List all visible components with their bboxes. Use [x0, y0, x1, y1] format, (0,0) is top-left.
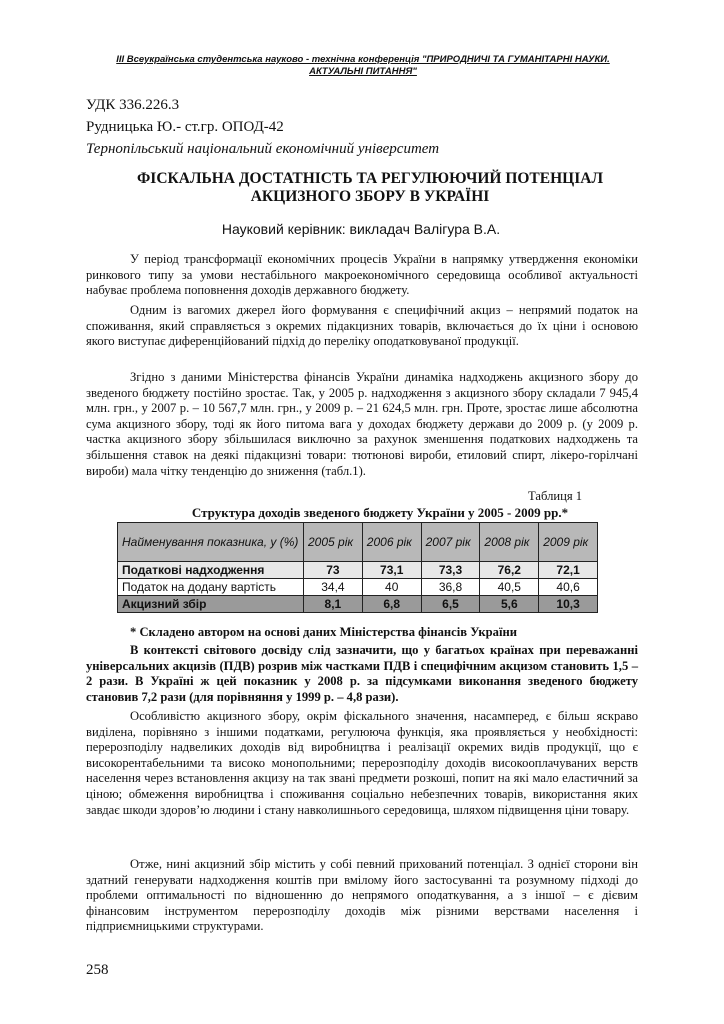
table-cell: 40,5 — [480, 579, 539, 596]
author-line: Рудницька Ю.- ст.гр. ОПОД-42 — [86, 119, 284, 135]
table-cell: 34,4 — [304, 579, 363, 596]
paragraph-1: У період трансформації економічних процесів України в напрямку утвердження економіки ринкового типу за умови нестабільного макроекономічного середовища особливої актуальності набуває проблема поповнення доходів державного бюджету. — [86, 252, 638, 298]
table-cell: 6,5 — [421, 596, 480, 613]
table-cell: 10,3 — [539, 596, 598, 613]
table-row — [118, 562, 598, 579]
row-label: Податкові надходження — [118, 562, 304, 579]
page-number: 258 — [86, 962, 109, 978]
udk-code: УДК 336.226.3 — [86, 97, 180, 113]
table-cell: 76,2 — [480, 562, 539, 579]
table-header-row — [118, 523, 598, 562]
table-caption: Структура доходів зведеного бюджету України у 2005 - 2009 рр.* — [191, 505, 569, 520]
table-cell: 6,8 — [362, 596, 421, 613]
article-title — [120, 170, 620, 206]
table-cell: 40 — [362, 579, 421, 596]
row-label: Податок на додану вартість — [118, 579, 304, 596]
paragraph-2: Одним із вагомих джерел його формування є специфічний акциз – непрямий податок на споживання, який справляється з окремих підакцизних товарів, включається до їх ціни і основою якого виступає диференційований підхід до переліку оподатковуваної продукції. — [86, 303, 638, 349]
table-cell: 36,8 — [421, 579, 480, 596]
table-footnote: * Складено автором на основі даних Міністерства фінансів України — [130, 625, 517, 639]
conference-header: III Всеукраїнська студентська науково - технічна конференція "ПРИРОДНИЧІ ТА ГУМАНІТАРНІ НАУКИ. АКТУАЛЬНІ ПИТАННЯ" — [116, 54, 610, 77]
table-header-cell: 2009 рік — [539, 523, 598, 562]
paragraph-4: Особливістю акцизного збору, окрім фіскального значення, насамперед, є більш яскраво виділена, порівняно з іншими податками, регулююча функція, яка проявляється у необхідності: перерозподілу надвеликих доходів від виробництва і реалізації окремих видів продукції, що є високорентабельними та високо монопольними; перерозподілу доходів високооплачуваних верств населення через встановлення акцизу на так звані предмети розкоші, попит на які мало еластичний за ціною; обмеження виробництва і споживання соціально небезпечних товарів, використання яких завдає шкоди здоров’ю людини і стану навколишнього середовища, шляхом підвищення ціни товару. — [86, 709, 638, 817]
table-row — [118, 596, 598, 613]
table-cell: 40,6 — [539, 579, 598, 596]
table-cell: 73 — [304, 562, 363, 579]
paragraph-5: Отже, нині акцизний збір містить у собі певний прихований потенціал. З однієї сторони він здатний генерувати надходження коштів при вмілому його застосуванні та розумному підході до проблеми оптимальності по відношенню до непрямого оподаткування, а з іншої – є дієвим фінансовим інструментом перерозподілу доходів між різними верствами населення і підприємницькими структурами. — [86, 857, 638, 934]
revenue-structure-table — [117, 522, 598, 613]
table-cell: 8,1 — [304, 596, 363, 613]
table-cell: 72,1 — [539, 562, 598, 579]
university-line: Тернопільський національний економічний університет — [86, 141, 440, 157]
title-line-2: АКЦИЗНОГО ЗБОРУ В УКРАЇНІ — [250, 188, 490, 205]
bold-paragraph: В контексті світового досвіду слід зазначити, що у багатьох країнах при переважанні універсальних акцизів (ПДВ) розрив між частками ПДВ і специфічним акцизом становить 1,5 – 2 рази. В Україні ж цей показник у 2008 р. за підсумками виконання зведеного бюджету становив 7,2 рази (для порівняння у 1999 р. – 4,8 рази). — [86, 643, 638, 704]
table-header-cell: Найменування показника, у (%) — [118, 523, 304, 562]
title-line-1: ФІСКАЛЬНА ДОСТАТНІСТЬ ТА РЕГУЛЮЮЧИЙ ПОТЕНЦІАЛ — [136, 170, 603, 187]
table-number: Таблиця 1 — [528, 489, 583, 503]
table-header-cell: 2006 рік — [362, 523, 421, 562]
advisor-line: Науковий керівник: викладач Валігура В.А. — [221, 221, 501, 237]
table-header-cell: 2008 рік — [480, 523, 539, 562]
table-cell: 5,6 — [480, 596, 539, 613]
paragraph-3: Згідно з даними Міністерства фінансів України динаміка надходжень акцизного збору до зведеного бюджету постійно зростає. Так, у 2005 р. надходження з акцизного збору складали 7 945,4 млн. грн., у 2007 р. – 10 567,7 млн. грн., у 2009 р. – 21 624,5 млн. грн. Проте, зростає лише абсолютна сума акцизного збору, тоді як його питома вага у доходах бюджету держави до 2009 р. (у 2009 р. частка акцизного збору збільшилася виключно за рахунок зменшення податкових надходжень та збільшення ставок на деякі підакцизні товари: тютюнові вироби, етиловий спирт, лікеро-горілчані вироби) мала чітку тенденцію до зниження (табл.1). — [86, 370, 638, 478]
table-cell: 73,3 — [421, 562, 480, 579]
table-cell: 73,1 — [362, 562, 421, 579]
row-label: Акцизний збір — [118, 596, 304, 613]
table-row — [118, 579, 598, 596]
table-header-cell: 2007 рік — [421, 523, 480, 562]
table-header-cell: 2005 рік — [304, 523, 363, 562]
